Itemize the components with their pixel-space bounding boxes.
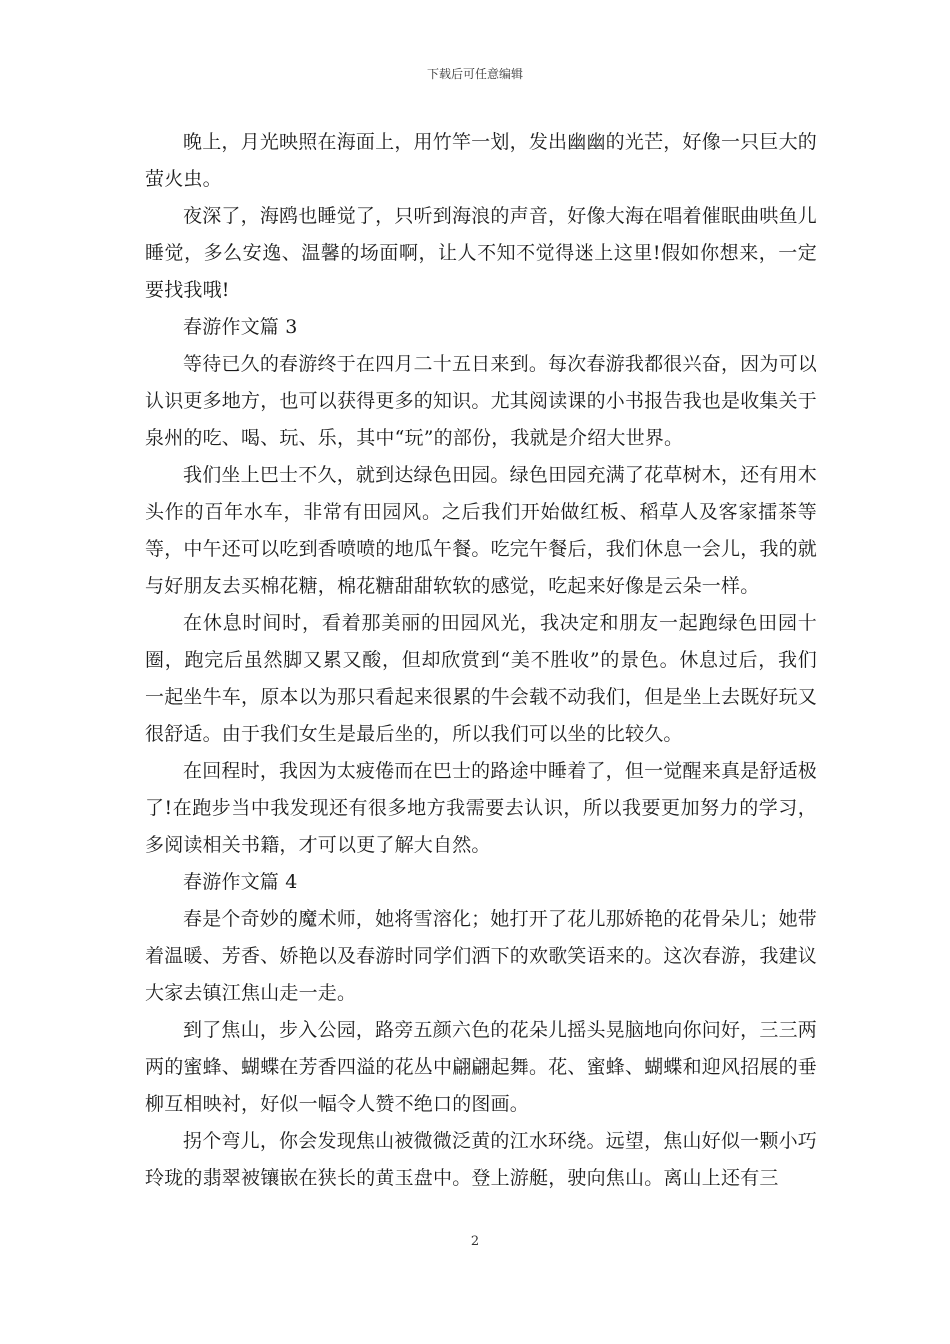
paragraph: 在回程时，我因为太疲倦而在巴士的路途中睡着了，但一觉醒来真是舒适极了!在跑步当中我发现还有很多地方我需要去认识，所以我要更加努力的学习，多阅读相关书籍，才可以更了解大自然。 — [145, 760, 817, 856]
paragraph: 我们坐上巴士不久，就到达绿色田园。绿色田园充满了花草树木，还有用木头作的百年水车，非常有田园风。之后我们开始做红板、稻草人及客家擂茶等等，中午还可以吃到香喷喷的地瓜午餐。吃完午餐后，我们休息一会儿，我的就与好朋友去买棉花糖，棉花糖甜甜软软的感觉，吃起来好像是云朵一样。 — [145, 464, 818, 597]
section-heading: 春游作文篇 3 — [183, 316, 298, 338]
paragraph: 在休息时间时，看着那美丽的田园风光，我决定和朋友一起跑绿色田园十圈，跑完后虽然脚又累又酸，但却欣赏到“美不胜收”的景色。休息过后，我们一起坐牛车，原本以为那只看起来很累的牛会载不动我们，但是坐上去既好玩又很舒适。由于我们女生是最后坐的，所以我们可以坐的比较久。 — [145, 612, 818, 745]
paragraph: 春是个奇妙的魔术师，她将雪溶化；她打开了花儿那娇艳的花骨朵儿；她带着温暖、芳香、娇艳以及春游时同学们洒下的欢歌笑语来的。这次春游，我建议大家去镇江焦山走一走。 — [145, 908, 818, 1004]
paragraph: 夜深了，海鸥也睡觉了，只听到海浪的声音，好像大海在唱着催眠曲哄鱼儿睡觉，多么安逸、温馨的场面啊，让人不知不觉得迷上这里!假如你想来，一定要找我哦! — [145, 205, 817, 301]
page-number: 2 — [470, 1234, 480, 1249]
paragraph: 等待已久的春游终于在四月二十五日来到。每次春游我都很兴奋，因为可以认识更多地方，也可以获得更多的知识。尤其阅读课的小书报告我也是收集关于泉州的吃、喝、玩、乐，其中“玩”的部份，我就是介绍大世界。 — [145, 353, 818, 449]
paragraph: 晚上，月光映照在海面上，用竹竿一划，发出幽幽的光芒，好像一只巨大的萤火虫。 — [145, 131, 817, 190]
paragraph: 到了焦山，步入公园，路旁五颜六色的花朵儿摇头晃脑地向你问好，三三两两的蜜蜂、蝴蝶在芳香四溢的花丛中翩翩起舞。花、蜜蜂、蝴蝶和迎风招展的垂柳互相映衬，好似一幅令人赞不绝口的图画。 — [145, 1019, 818, 1115]
paragraph: 拐个弯儿，你会发现焦山被微微泛黄的江水环绕。远望，焦山好似一颗小巧玲珑的翡翠被镶嵌在狭长的黄玉盘中。登上游艇，驶向焦山。离山上还有三 — [145, 1130, 817, 1189]
section-heading: 春游作文篇 4 — [183, 871, 298, 893]
document-body — [145, 124, 817, 1197]
page-header: 下载后可任意编辑 — [426, 67, 523, 81]
